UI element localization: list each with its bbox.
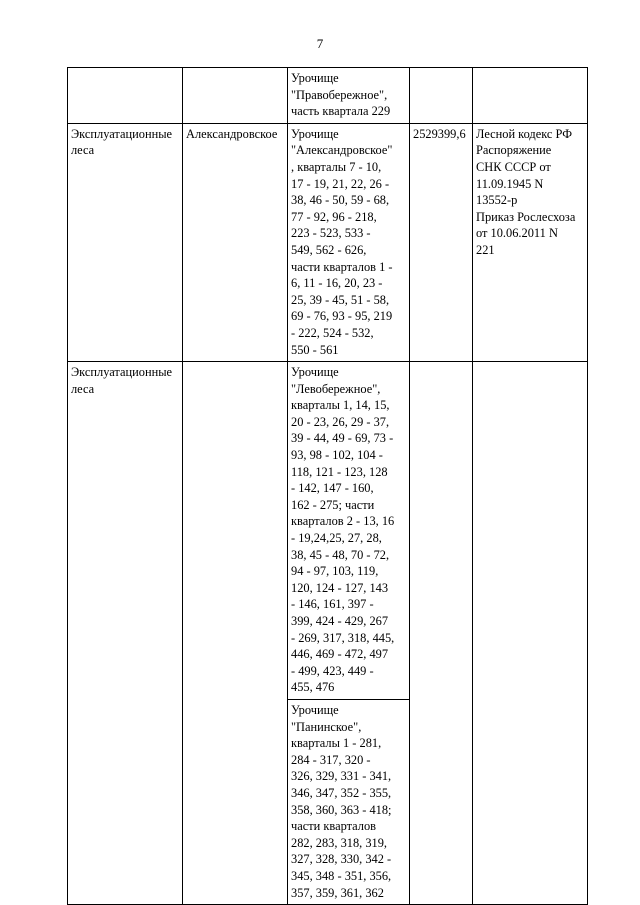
cell-location: Урочище "Левобережное", кварталы 1, 14, 15, 20 - 23, 26, 29 - 37, 39 - 44, 49 - 69, 73 - 93, 98 - 102, 104 - 118, 121 - 123, 128 - 142, 147 - 160, 162 - 275; части кварталов 2 - 13, 16 - 19,24,25, 27, 28, 38, 45 - 48, 70 - 72, 94 - 97, 103, 119, 120, 124 - 127, 143 - 146, 161, 397 - 399, 424 - 429, 267 - 269, 317, 318, 445, 446, 469 - 472, 497 - 499, 423, 449 - 455, 476 xyxy=(288,362,410,700)
table-row xyxy=(68,68,588,124)
table-row xyxy=(68,362,588,700)
cell-forestry xyxy=(183,68,288,124)
page-number: 7 xyxy=(316,36,324,51)
cell-location: Урочище "Правобережное", часть квартала 229 xyxy=(288,68,410,124)
cell-area xyxy=(410,362,473,905)
cell-purpose: Эксплуатационные леса xyxy=(68,123,183,361)
cell-location: Урочище "Панинское", кварталы 1 - 281, 284 - 317, 320 - 326, 329, 331 - 341, 346, 347, 352 - 355, 358, 360, 363 - 418; части кварталов 282, 283, 318, 319, 327, 328, 330, 342 - 345, 348 - 351, 356, 357, 359, 361, 362 xyxy=(288,699,410,904)
cell-purpose: Эксплуатационные леса xyxy=(68,362,183,905)
cell-forestry: Александровское xyxy=(183,123,288,361)
cell-forestry xyxy=(183,362,288,905)
cell-basis xyxy=(473,362,588,905)
cell-basis: Лесной кодекс РФ Распоряжение СНК СССР от 11.09.1945 N 13552-р Приказ Рослесхоза от 10.06.2011 N 221 xyxy=(473,123,588,361)
cell-location: Урочище "Александровское" , кварталы 7 - 10, 17 - 19, 21, 22, 26 - 38, 46 - 50, 59 - 68, 77 - 92, 96 - 218, 223 - 523, 533 - 549, 562 - 626, части кварталов 1 - 6, 11 - 16, 20, 23 - 25, 39 - 45, 51 - 58, 69 - 76, 93 - 95, 219 - 222, 524 - 532, 550 - 561 xyxy=(288,123,410,361)
forest-table xyxy=(67,67,588,905)
table-row xyxy=(68,123,588,361)
cell-area xyxy=(410,68,473,124)
cell-area: 2529399,6 xyxy=(410,123,473,361)
cell-basis xyxy=(473,68,588,124)
cell-purpose xyxy=(68,68,183,124)
